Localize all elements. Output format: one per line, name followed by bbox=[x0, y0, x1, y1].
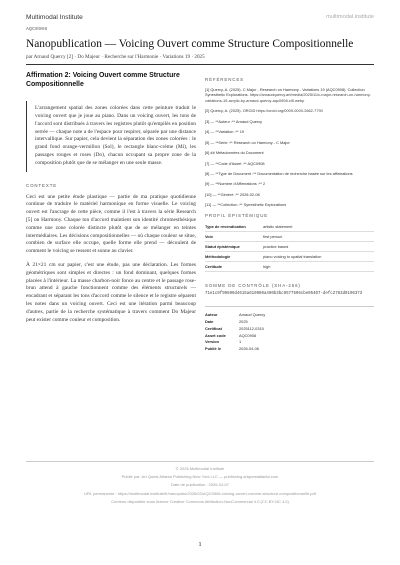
table-row bbox=[205, 339, 374, 346]
row-key: Version bbox=[205, 339, 220, 345]
row-value: 2025 bbox=[239, 319, 248, 325]
table-row bbox=[205, 332, 374, 339]
row-value: 1 bbox=[239, 339, 242, 345]
row-value: high bbox=[263, 261, 374, 271]
reference-item: [8] — **Type de Document :** Documentation de recherche basée sur les affirmations bbox=[205, 170, 353, 176]
affirmation-quote: L'arrangement spatial des zones colorées dans cette peinture traduit le voicing ouvert que je joue au piano. Dans un voicing ouvert, les tons de l'accord sont distribués à travers les registres plutôt qu'empilés en position serrée — chaque note a de l'espace pour respirer, séparée par une distance intervallique. Sur papier, cela devient la séparation des zones colorées : le grand fond orange-vermillon (Sol), le rectangle blanc-crème (Mi), les passages rouges et roses (Do), chacun occupant sa propre zone de la composition plutôt que de se mélanger en une seule masse. bbox=[26, 101, 196, 171]
page-header bbox=[26, 14, 374, 24]
license-text: Contenu disponible sous licence Creative Commons Attribution-NonCommercial 4.0 (CC BY-NC 4.0) bbox=[111, 498, 289, 504]
epistemic-table bbox=[205, 222, 374, 272]
context-paragraph: À 21×21 cm sur papier, c'est une étude, pas une déclaration. Les formes géométriques sont simples et directes : un fond dominant, quelques formes placées à l'intérieur. La masse charbon-noir fonce au centre et le passage rose-brun attend à gauche fonctionnent comme des éléments structurels — encadrant et séparant les tons d'accord comme le silence et le registre séparent les notes dans un voicing ouvert. Ceci est une itération parmi beaucoup d'autres, partie de la recherche systématique à travers comment Do Majeur peut exister comme couleur et composition. bbox=[26, 261, 196, 323]
table-row bbox=[205, 251, 374, 261]
reference-item: [3] — **Auteur :** Arnaud Quercy bbox=[205, 118, 263, 124]
copyright-text: © 2026 Multimodal Institute bbox=[175, 466, 225, 471]
main-column bbox=[26, 72, 196, 324]
row-value: artistic statement bbox=[263, 222, 374, 231]
table-row bbox=[205, 345, 374, 352]
table-row bbox=[205, 241, 374, 251]
row-key: Type de revendication bbox=[205, 222, 263, 231]
publication-date: Date de publication : 2026-04-07 bbox=[170, 482, 230, 488]
affirmation-title: Affirmation 2: Voicing Ouvert comme Structure Compositionnelle bbox=[26, 72, 180, 88]
row-value: AQC0908 bbox=[239, 332, 257, 338]
references-list bbox=[205, 87, 374, 208]
reference-item: [4] — **Variation :** 19 bbox=[205, 129, 245, 135]
site-link[interactable]: multimodal.institute bbox=[326, 14, 374, 20]
context-paragraph: Ceci est une petite étude plastique — partie de ma pratique quotidienne continue de traduire le matériel harmonique en forme visuelle. Le voicing ouvert est l'ancrage de cette pièce, comme il l'est à travers la série Research [5] on Harmony. Chaque ton d'accord maintient son identité chromesthésique comme une zone colorée distincte plutôt que de se mélanger en teintes intermédiaires. Les décisions compositionnelles — où chaque couleur se situe, combien de surface elle occupe, quelle forme elle prend — découlent de comment le voicing se ressent et sonne au clavier. bbox=[26, 193, 196, 255]
reference-link[interactable]: https://orcid.org/0009-0000-2662-7790 bbox=[256, 108, 323, 114]
title-divider bbox=[26, 64, 374, 65]
row-key: Certitude bbox=[205, 261, 263, 271]
row-value: 2025112-0315 bbox=[239, 325, 264, 331]
reference-item: [7] — **Code d'Asset :** AQC0908 bbox=[205, 160, 265, 166]
row-value: piano voicing to spatial translation bbox=[263, 251, 374, 261]
table-row bbox=[205, 231, 374, 241]
reference-link[interactable]: https://arnaudquercy.art/media/2025/11/c-major-research-on-harmony-variations-19-acrylic-by-arnaud-quercy-aqc0908-xl5.webp bbox=[205, 92, 371, 103]
row-key: Asset code bbox=[205, 332, 226, 338]
table-row bbox=[205, 325, 374, 332]
permanent-url-link[interactable]: URL permanente : https://multimodal.institute/fr/nanopubs/2026/02/AQC0908-voicing-ouvert-comme-structure-compositionnelle.pdf bbox=[84, 490, 316, 496]
reference-item: [11] — **Collection :** Synesthetic Explorations bbox=[205, 202, 287, 208]
row-key: Statut épistémique bbox=[205, 241, 263, 251]
row-key: Certificat bbox=[205, 325, 222, 331]
row-key: Date bbox=[205, 319, 214, 325]
reference-item: [9] — **Nombre d'Affirmations :** 2 bbox=[205, 181, 266, 187]
page-footer bbox=[26, 461, 374, 506]
row-value: first person bbox=[263, 231, 374, 241]
table-row bbox=[205, 311, 374, 318]
reference-item: [6] ## Métadonnées du Document bbox=[205, 150, 264, 156]
page-title: Nanopublication — Voicing Ouvert comme Structure Compositionnelle bbox=[26, 38, 354, 50]
reference-item: [2] Quercy, A. (2025). ORCID https://orcid.org/0009-0000-2662-7790 bbox=[205, 108, 323, 114]
table-row bbox=[205, 222, 374, 231]
row-value: practice based bbox=[263, 241, 374, 251]
page-number: 1 bbox=[198, 541, 202, 548]
row-key: Voix bbox=[205, 231, 263, 241]
epistemic-heading: PROFIL ÉPISTÉMIQUE bbox=[205, 212, 269, 218]
document-id: AQC0908 bbox=[26, 27, 48, 32]
asset-meta-table bbox=[205, 311, 374, 352]
row-key: Méthodologie bbox=[205, 251, 263, 261]
row-key: Auteur bbox=[205, 312, 218, 318]
reference-item: [5] — **Série :** Research on Harmony - C Major bbox=[205, 139, 290, 145]
row-value: 2026-04-06 bbox=[239, 346, 259, 352]
checksum-heading: SOMME DE CONTRÔLE (SHA-256) bbox=[205, 282, 301, 288]
table-row bbox=[205, 261, 374, 271]
references-heading: RÉFÉRENCES bbox=[205, 77, 245, 82]
row-key: Publié le bbox=[205, 346, 221, 352]
table-row bbox=[205, 318, 374, 325]
byline: par Arnaud Quercy [2] · Do Majeur · Recherche sur l'Harmonie · Variations 19 · 2025 bbox=[26, 54, 205, 60]
reference-item: [1] Quercy, A. (2025). C Major - Research on Harmony - Variations 19 (AQC0908). Collection Synesthetic Explorations. https://arnaudquercy.art/media/2025/11/c-major-research-on-harmony-variations-19-acrylic-by-arnaud-quercy-aqc0908-xl5.webp bbox=[205, 87, 371, 103]
reference-item: [10] — **Généré :** 2026-02-08 bbox=[205, 191, 260, 197]
context-heading: CONTEXTE bbox=[26, 182, 58, 188]
checksum-value: 71e1c9f99890d4615a610980a490b3bc9577596cbe05407-defc2783d9196373 bbox=[205, 291, 363, 296]
meta-divider bbox=[205, 306, 374, 307]
sidebar-column bbox=[205, 77, 374, 352]
publisher-text: Publié par: Art Quest Atlanta Publishing New York LLC — publishing.artquestatlanta.com bbox=[121, 474, 279, 480]
row-value: Arnaud Quercy bbox=[239, 312, 266, 318]
institute-name: Multimodal Institute bbox=[26, 14, 83, 21]
